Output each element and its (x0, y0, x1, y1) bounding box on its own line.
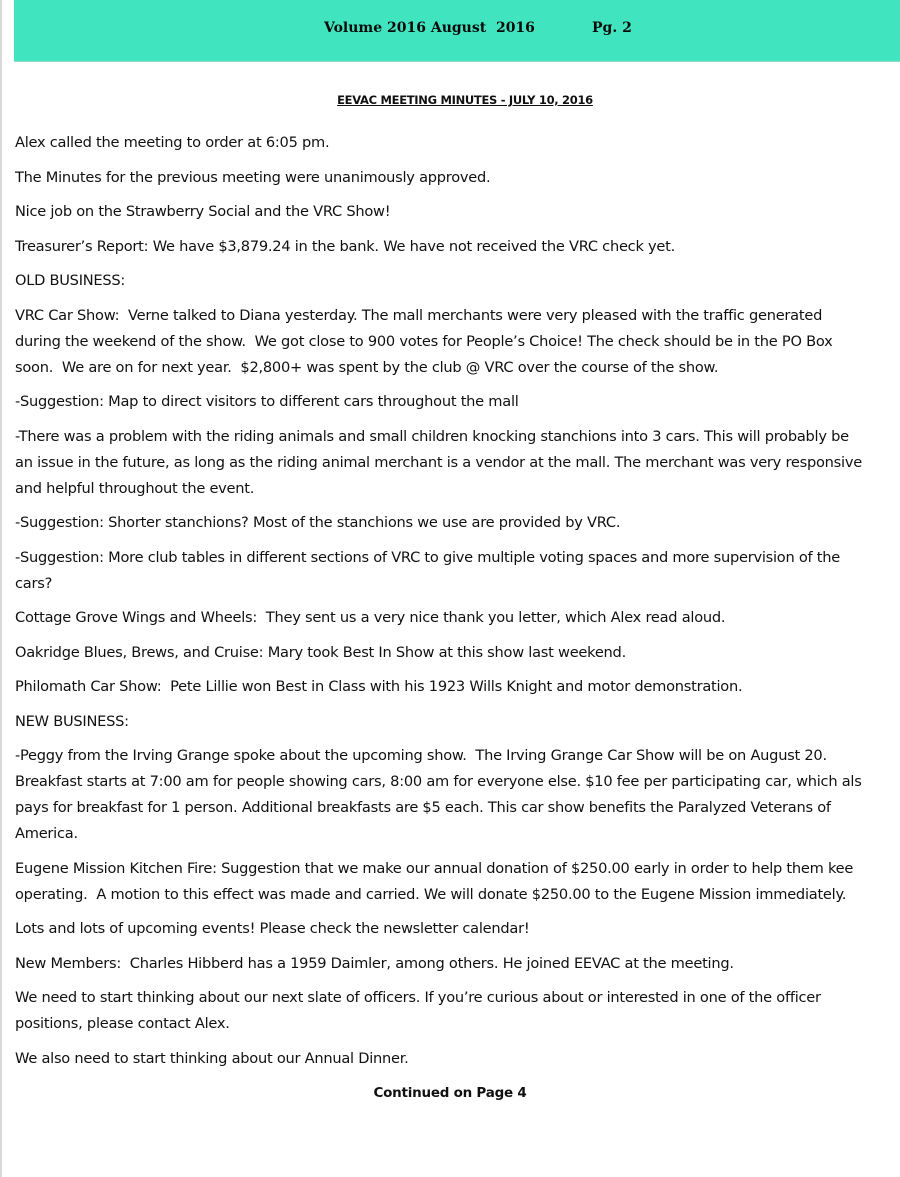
paragraph-line: -Peggy from the Irving Grange spoke about the upcoming show. The Irving Grange Car Show will be on August 20. (15, 747, 827, 764)
paragraph-line: an issue in the future, as long as the riding animal merchant is a vendor at the mall. The merchant was very responsive (15, 453, 862, 471)
minutes-paragraph (15, 199, 900, 225)
paragraph-line: America. (15, 825, 78, 842)
minutes-paragraph (15, 951, 900, 977)
minutes-paragraph (15, 545, 900, 597)
paragraph-line: -There was a problem with the riding animals and small children knocking stanchions into 3 cars. This will probably be (15, 427, 849, 445)
paragraph-line: Breakfast starts at 7:00 am for people showing cars, 8:00 am for everyone else. $10 fee per participating car, which als (15, 773, 862, 790)
minutes-body (15, 130, 900, 1115)
paragraph-line: and helpful throughout the event. (15, 479, 255, 497)
paragraph-line: Lots and lots of upcoming events! Please check the newsletter calendar! (15, 920, 530, 937)
paragraph-line: -Suggestion: Map to direct visitors to different cars throughout the mall (15, 393, 519, 410)
page-left-edge (0, 0, 2, 1177)
paragraph-line: cars? (15, 574, 53, 592)
paragraph-line: Philomath Car Show: Pete Lillie won Best in Class with his 1923 Wills Knight and motor demonstration. (15, 678, 743, 695)
paragraph-line: NEW BUSINESS: (15, 712, 129, 730)
newsletter-header-band (14, 0, 900, 62)
paragraph-line: pays for breakfast for 1 person. Additional breakfasts are $5 each. This car show benefits the Paralyzed Veterans of (15, 799, 831, 816)
paragraph-line: We need to start thinking about our next slate of officers. If you’re curious about or interested in one of the officer (15, 989, 821, 1006)
minutes-paragraph (15, 985, 900, 1037)
paragraph-line: Treasurer’s Report: We have $3,879.24 in the bank. We have not received the VRC check yet. (15, 237, 676, 255)
minutes-paragraph (15, 674, 900, 700)
volume-label: Volume 2016 August 2016 (324, 20, 535, 36)
paragraph-line: Oakridge Blues, Brews, and Cruise: Mary took Best In Show at this show last weekend. (15, 643, 626, 661)
minutes-paragraph (15, 424, 900, 502)
minutes-paragraph (15, 1046, 900, 1072)
minutes-paragraph (15, 130, 900, 156)
paragraph-line: Cottage Grove Wings and Wheels: They sent us a very nice thank you letter, which Alex read aloud. (15, 609, 726, 626)
continued-note: Continued on Page 4 (373, 1085, 527, 1101)
minutes-title: EEVAC MEETING MINUTES - JULY 10, 2016 (337, 93, 593, 107)
minutes-paragraph (15, 743, 900, 847)
minutes-paragraph (15, 856, 900, 908)
minutes-paragraph (15, 234, 900, 260)
paragraph-line: New Members: Charles Hibberd has a 1959 Daimler, among others. He joined EEVAC at the meeting. (15, 954, 734, 972)
minutes-paragraph (15, 268, 900, 294)
paragraph-line: Nice job on the Strawberry Social and the VRC Show! (15, 203, 391, 220)
paragraph-line: OLD BUSINESS: (15, 272, 126, 289)
paragraph-line: -Suggestion: More club tables in different sections of VRC to give multiple voting spaces and more supervision of the (15, 548, 841, 566)
paragraph-line: Eugene Mission Kitchen Fire: Suggestion that we make our annual donation of $250.00 early in order to help them kee (15, 859, 854, 877)
minutes-paragraph (15, 389, 900, 415)
paragraph-line: VRC Car Show: Verne talked to Diana yesterday. The mall merchants were very pleased with the traffic generated (15, 306, 823, 324)
page-number: Pg. 2 (592, 20, 632, 36)
paragraph-line: soon. We are on for next year. $2,800+ was spent by the club @ VRC over the course of the show. (15, 358, 719, 376)
minutes-paragraph (15, 510, 900, 536)
minutes-paragraph (15, 165, 900, 191)
minutes-paragraph (15, 605, 900, 631)
minutes-paragraph (15, 709, 900, 735)
paragraph-line: -Suggestion: Shorter stanchions? Most of the stanchions we use are provided by VRC. (15, 514, 621, 531)
minutes-paragraph (15, 640, 900, 666)
minutes-paragraph (15, 916, 900, 942)
paragraph-line: during the weekend of the show. We got close to 900 votes for People’s Choice! The check should be in the PO Box (15, 332, 833, 350)
paragraph-line: Alex called the meeting to order at 6:05 pm. (15, 134, 330, 151)
paragraph-line: positions, please contact Alex. (15, 1015, 230, 1032)
paragraph-line: The Minutes for the previous meeting were unanimously approved. (15, 168, 491, 186)
paragraph-line: operating. A motion to this effect was made and carried. We will donate $250.00 to the Eugene Mission immediately. (15, 885, 847, 903)
minutes-paragraph (15, 303, 900, 381)
paragraph-line: We also need to start thinking about our Annual Dinner. (15, 1049, 409, 1067)
